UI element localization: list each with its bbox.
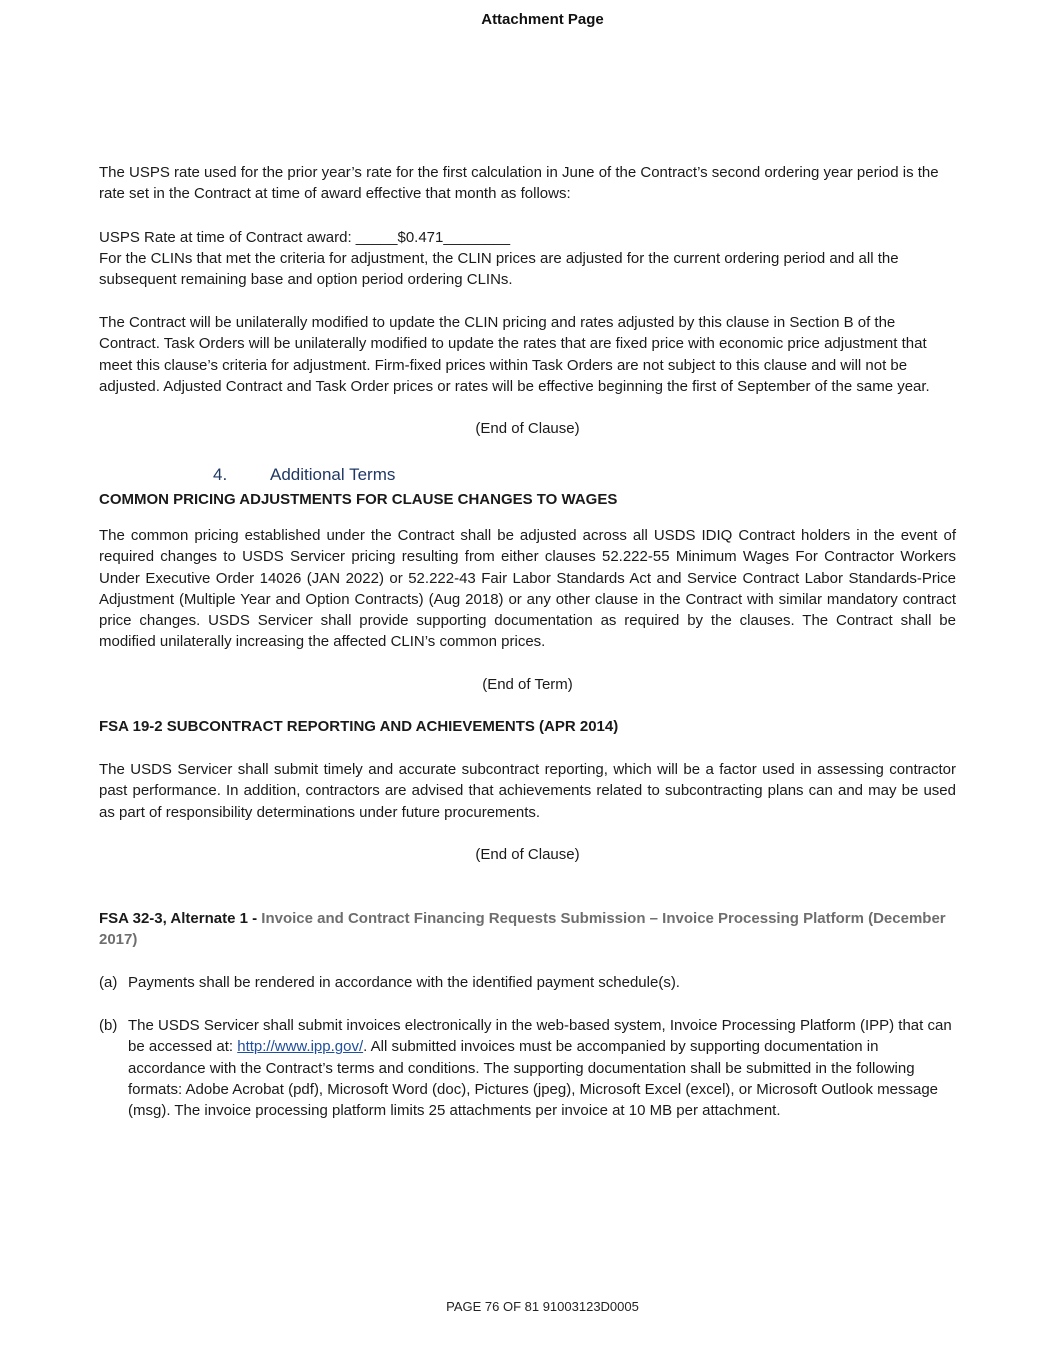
usps-rate-line: USPS Rate at time of Contract award: _____$0.471________ <box>99 229 511 246</box>
list-item-label: (b) <box>99 1017 118 1034</box>
fsa-19-2-heading: FSA 19-2 SUBCONTRACT REPORTING AND ACHIEVEMENTS (APR 2014) <box>99 718 619 735</box>
end-of-clause-2: (End of Clause) <box>475 846 580 863</box>
fsa-32-3-title: Invoice and Contract Financing Requests Submission – Invoice Processing Platform (December 2017) <box>99 910 946 949</box>
clin-adjustment-paragraph: For the CLINs that met the criteria for adjustment, the CLIN prices are adjusted for the current ordering period and all the subsequent remaining base and option period ordering CLINs. <box>99 250 899 289</box>
end-of-clause-1: (End of Clause) <box>475 420 580 437</box>
fsa-32-3-prefix: FSA 32-3, Alternate 1 - <box>99 910 262 927</box>
unilateral-modification-paragraph: The Contract will be unilaterally modified to update the CLIN pricing and rates adjusted by this clause in Section B of the Contract. Task Orders will be unilaterally modified to update the rates that are fixed price with economic price adjustment that meet this clause’s criteria for adjustment. Firm-fixed prices within Task Orders are not subject to this clause and will not be adjusted. Adjusted Contract and Task Order prices or rates will be effective beginning the first of September of the same year. <box>99 314 930 395</box>
list-item-b <box>99 1015 956 1121</box>
list-item-label: (a) <box>99 974 118 991</box>
fsa-32-3-heading <box>99 908 956 951</box>
list-item-text <box>128 1015 956 1121</box>
section-title: Additional Terms <box>270 465 396 484</box>
list-item-text: Payments shall be rendered in accordance with the identified payment schedule(s). <box>128 974 680 991</box>
list-item-a <box>99 972 956 993</box>
page-header: Attachment Page <box>481 11 604 28</box>
fsa-19-2-paragraph: The USDS Servicer shall submit timely and accurate subcontract reporting, which will be a factor used in assessing contractor past performance. In addition, contractors are advised that achievements related to subcontracting plans can and may be used as part of responsibility determinations under future procurements. <box>99 761 956 821</box>
common-pricing-paragraph: The common pricing established under the Contract shall be adjusted across all USDS IDIQ Contract holders in the event of required changes to USDS Servicer pricing resulting from either clauses 52.222-55 Minimum Wages For Contractor Workers Under Executive Order 14026 (JAN 2022) or 52.222-43 Fair Labor Standards Act and Service Contract Labor Standards-Price Adjustment (Multiple Year and Option Contracts) (Aug 2018) or any other clause in the Contract with similar mandatory contract price changes. USDS Servicer shall provide supporting documentation as required by the clauses. The Contract shall be modified unilaterally increasing the affected CLIN’s common prices. <box>99 527 956 651</box>
common-pricing-heading: COMMON PRICING ADJUSTMENTS FOR CLAUSE CHANGES TO WAGES <box>99 491 618 508</box>
page-footer: PAGE 76 OF 81 91003123D0005 <box>446 1299 639 1314</box>
section-number: 4. <box>213 465 228 484</box>
section-heading-additional-terms <box>213 465 395 485</box>
ipp-link[interactable]: http://www.ipp.gov/ <box>237 1038 364 1056</box>
end-of-term: (End of Term) <box>482 676 573 693</box>
item-b-text-part-2: . All submitted invoices must be accompanied by supporting documentation in accordance with the Contract’s terms and conditions. The supporting documentation shall be submitted in the following formats: Adobe Acrobat (pdf), Microsoft Word (doc), Pictures (jpeg), Microsoft Excel (excel), or Microsoft Outlook message (msg). The invoice processing platform limits 25 attachments per invoice at 10 MB per attachment. <box>128 1038 938 1120</box>
usps-rate-intro: The USPS rate used for the prior year’s rate for the first calculation in June of the Contract’s second ordering year period is the rate set in the Contract at time of award effective that month as follows: <box>99 164 939 203</box>
item-b-text-part-1: The USDS Servicer shall submit invoices electronically in the web-based system, Invoice Processing Platform (IPP) that can be accessed at: <box>128 1017 952 1056</box>
